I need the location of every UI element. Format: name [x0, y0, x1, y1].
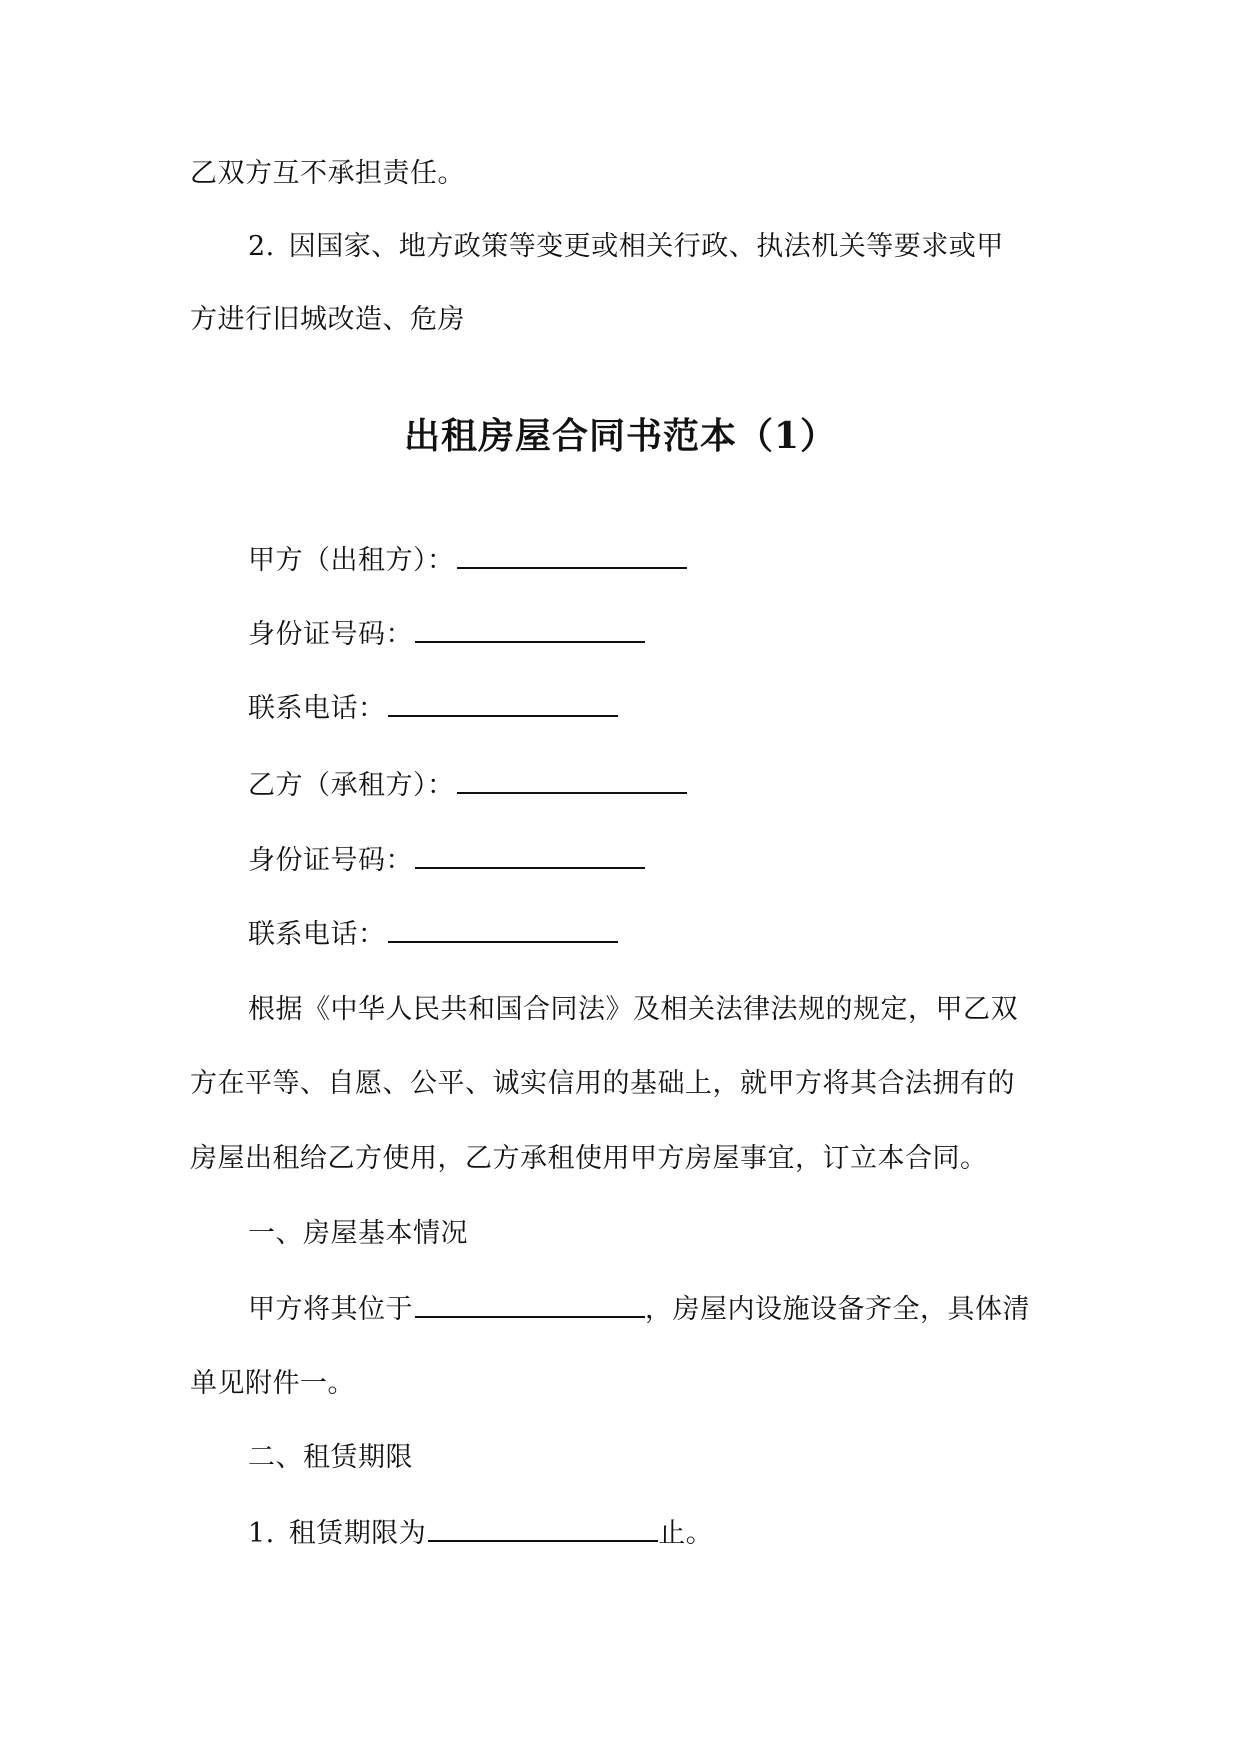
section-2-heading — [248, 1440, 1118, 1476]
text: 租赁期限为 — [288, 1518, 427, 1549]
blank-field — [428, 1516, 658, 1542]
label: 身份证号码： — [248, 619, 413, 650]
label: 联系电话： — [248, 693, 386, 724]
label: 身份证号码： — [248, 845, 413, 876]
party-a-id-line — [248, 617, 1118, 653]
text: 乙双方互不承担责任。 — [190, 158, 465, 189]
section-1-line-2 — [190, 1366, 1060, 1402]
section-2-item-1 — [248, 1516, 1118, 1552]
party-b-name-line — [248, 768, 1118, 804]
text: 甲方将其位于 — [248, 1294, 413, 1325]
preamble-line-2 — [190, 1066, 1060, 1102]
label: 联系电话： — [248, 919, 386, 950]
label: 乙方（承租方）： — [248, 770, 455, 801]
document-title: 出租房屋合同书范本（1） — [403, 415, 838, 457]
blank-field — [457, 768, 687, 794]
text: 根据《中华人民共和国合同法》及相关法律法规的规定，甲乙双 — [248, 994, 1018, 1025]
party-b-phone-line — [248, 917, 1118, 953]
text: 因国家、地方政策等变更或相关行政、执法机关等要求或甲 — [288, 231, 1004, 262]
text: 止。 — [658, 1518, 714, 1549]
clause-number: 1. — [248, 1518, 275, 1549]
section-1-heading — [248, 1216, 1118, 1252]
preamble-line-1 — [248, 992, 1118, 1028]
label: 甲方（出租方）： — [248, 545, 455, 576]
continuation-line-1 — [190, 156, 1060, 192]
clause-2-line-2 — [190, 302, 1060, 338]
party-a-name-line — [248, 543, 1118, 579]
text: 方在平等、自愿、公平、诚实信用的基础上，就甲方将其合法拥有的 — [190, 1068, 1015, 1099]
text: 方进行旧城改造、危房 — [190, 304, 465, 335]
blank-field — [457, 543, 687, 569]
blank-field — [388, 917, 618, 943]
party-a-phone-line — [248, 691, 1118, 727]
heading: 二、租赁期限 — [248, 1442, 413, 1473]
text: ，房屋内设施设备齐全，具体清 — [645, 1294, 1030, 1325]
text: 房屋出租给乙方使用，乙方承租使用甲方房屋事宜，订立本合同。 — [190, 1143, 988, 1174]
clause-number: 2. — [248, 231, 275, 262]
blank-field — [415, 1292, 645, 1318]
clause-2-line-1 — [248, 229, 1118, 265]
heading: 一、房屋基本情况 — [248, 1218, 468, 1249]
text: 单见附件一。 — [190, 1368, 355, 1399]
blank-field — [415, 843, 645, 869]
blank-field — [388, 691, 618, 717]
preamble-line-3 — [190, 1141, 1060, 1177]
blank-field — [415, 617, 645, 643]
section-1-line-1 — [248, 1292, 1118, 1328]
party-b-id-line — [248, 843, 1118, 879]
